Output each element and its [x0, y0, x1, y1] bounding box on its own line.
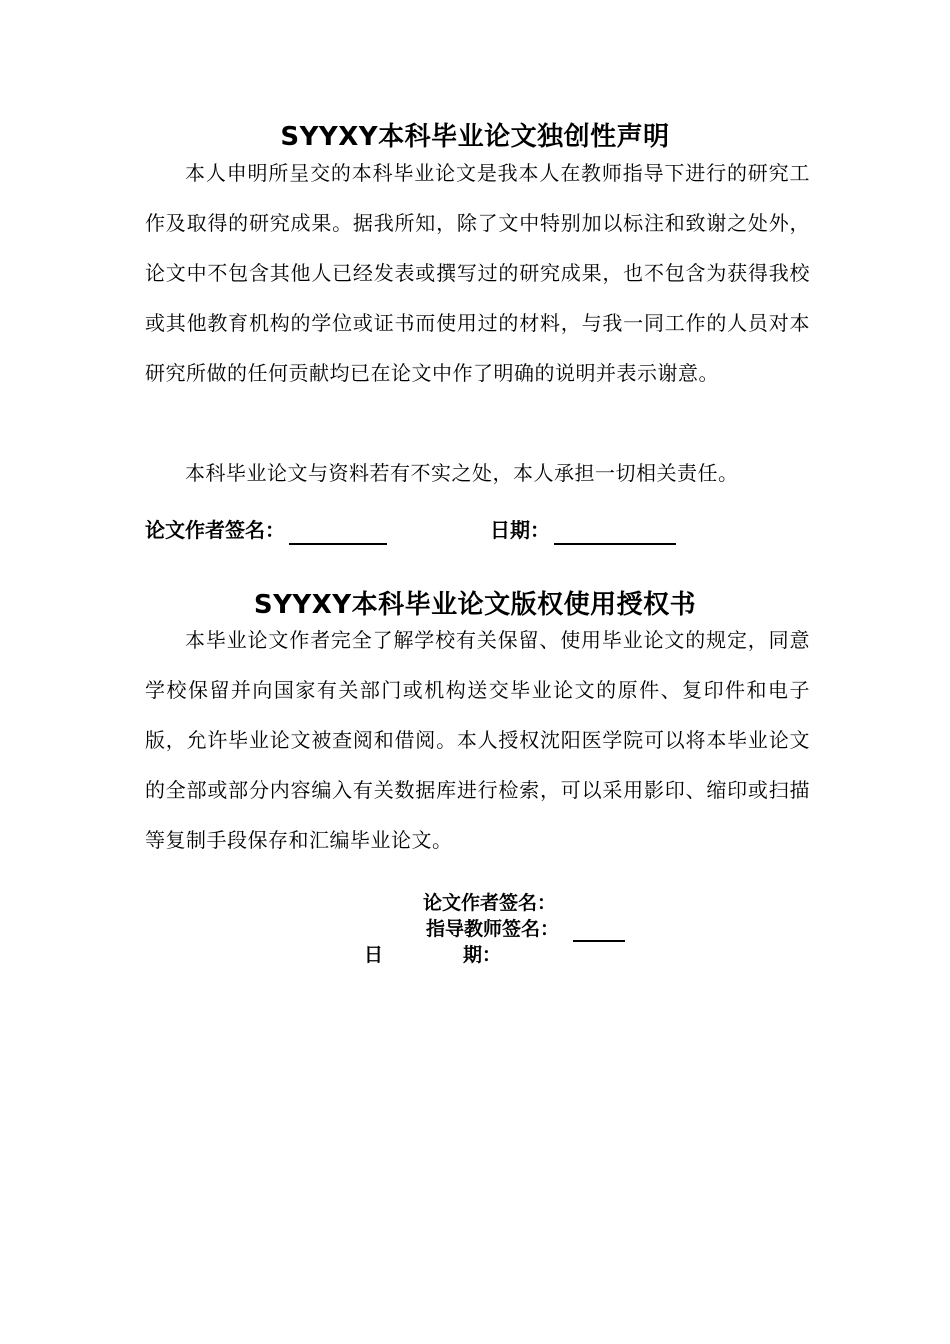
date-field[interactable] [554, 521, 676, 545]
authorization-date-label-left: 日 [364, 944, 384, 966]
authorization-paragraph: 本毕业论文作者完全了解学校有关保留、使用毕业论文的规定，同意学校保留并向国家有关部门或机构送交毕业论文的原件、复印件和电子版，允许毕业论文被查阅和借阅。本人授权沈阳医学院可以将本毕业论文的全部或部分内容编入有关数据库进行检索，可以采用影印、缩印或扫描等复制手段保存和汇编毕业论文。 [145, 628, 810, 852]
declaration-paragraph-2: 本科毕业论文与资料若有不实之处，本人承担一切相关责任。 [185, 461, 739, 485]
declaration-date [490, 515, 676, 545]
declaration-paragraph-1: 本人申明所呈交的本科毕业论文是我本人在教师指导下进行的研究工作及取得的研究成果。据我所知，除了文中特别加以标注和致谢之处外，论文中不包含其他人已经发表或撰写过的研究成果，也不包含为获得我校或其他教育机构的学位或证书而使用过的材料，与我一同工作的人员对本研究所做的任何贡献均已在论文中作了明确的说明并表示谢意。 [145, 161, 810, 385]
author-signature-field[interactable] [289, 521, 387, 545]
author-signature-label: 论文作者签名： [145, 518, 285, 542]
date-label: 日期： [490, 518, 550, 542]
authorization-advisor-signature [426, 916, 625, 942]
authorization-title: SYYXY本科毕业论文版权使用授权书 [253, 590, 697, 620]
advisor-signature-label: 指导教师签名： [426, 918, 560, 940]
advisor-signature-field[interactable] [573, 921, 625, 942]
declaration-author-signature [145, 515, 387, 545]
authorization-author-label: 论文作者签名： [423, 892, 557, 914]
authorization-date-label-right: 期： [463, 944, 502, 966]
declaration-title: SYYXY本科毕业论文独创性声明 [280, 122, 670, 152]
authorization-author-signature [423, 890, 556, 916]
